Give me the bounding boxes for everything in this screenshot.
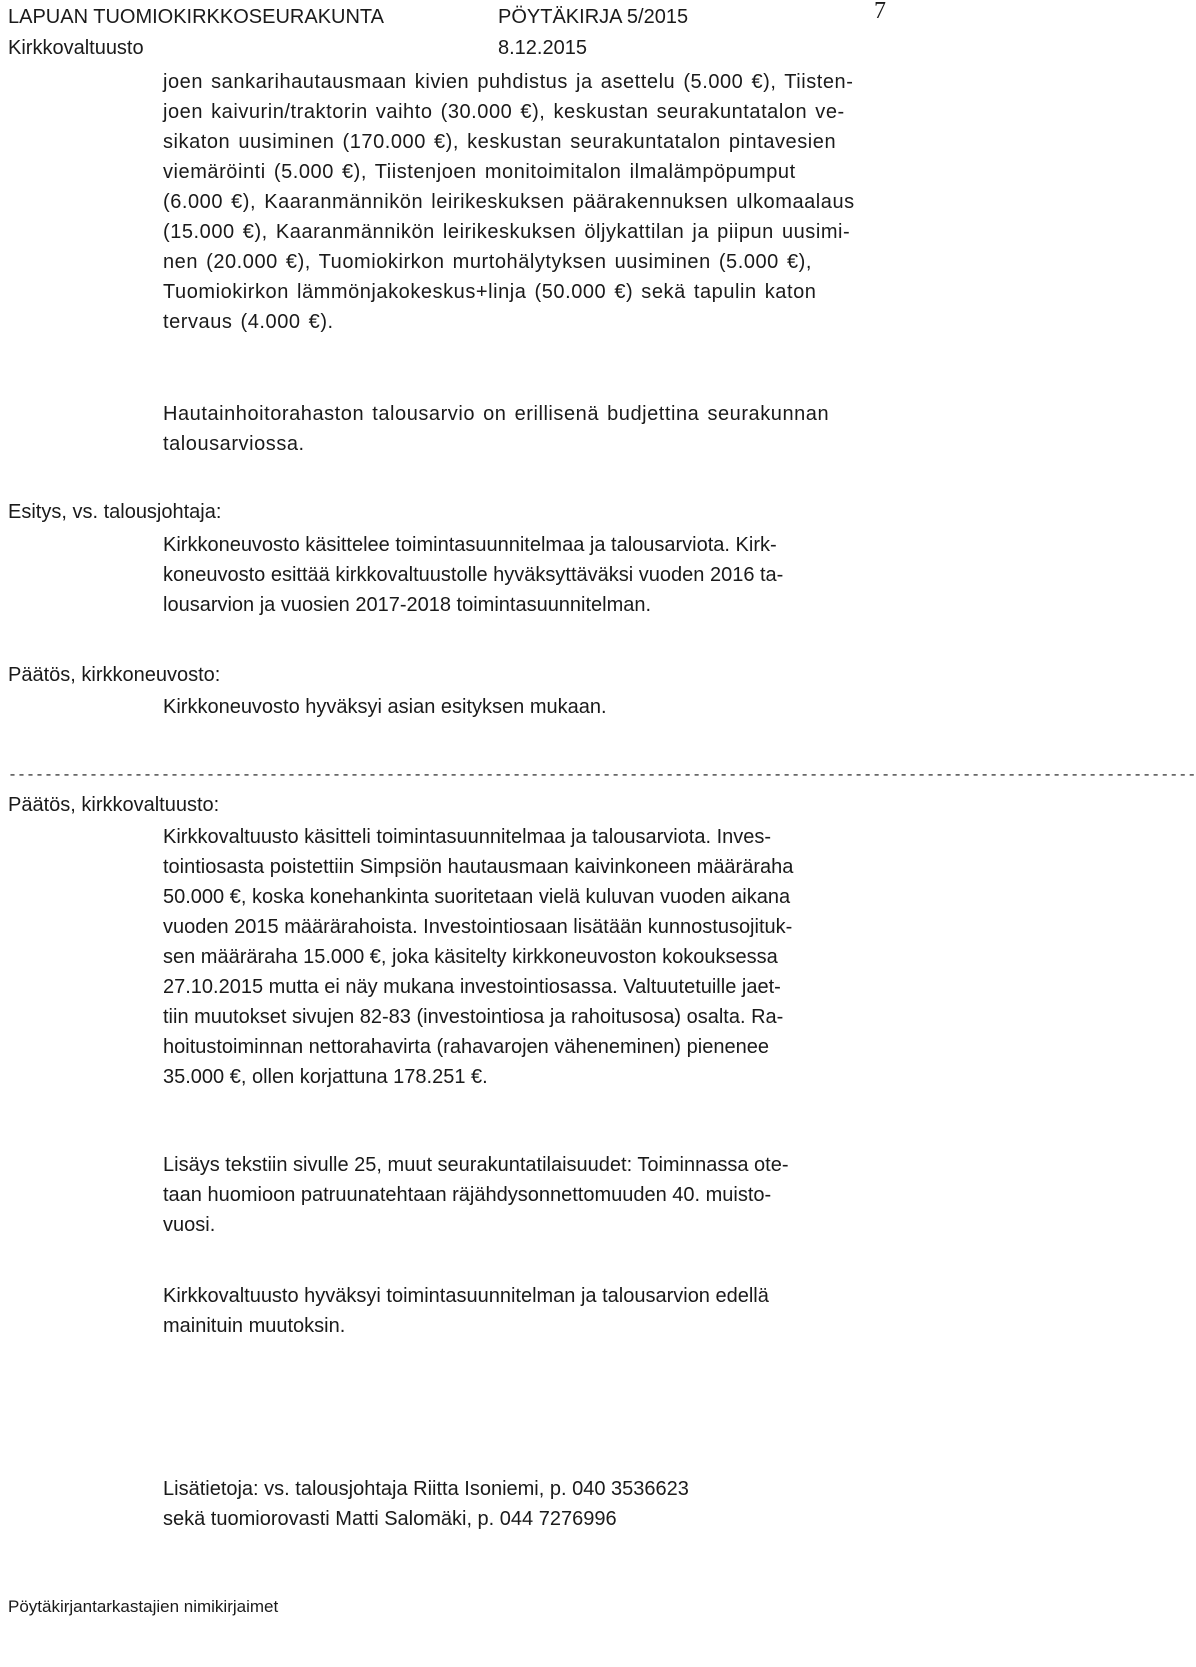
text-line: sekä tuomiorovasti Matti Salomäki, p. 044 7276996: [163, 1508, 617, 1530]
text-line: tiin muutokset sivujen 82-83 (investointiosa ja rahoitusosa) osalta. Ra-: [163, 1006, 784, 1028]
contact-info: [163, 1474, 689, 1534]
text-line: talousarviossa.: [163, 433, 305, 455]
text-line: mainituin muutoksin.: [163, 1315, 346, 1337]
header-body: Kirkkovaltuusto: [8, 37, 144, 59]
page-number: 7: [874, 0, 886, 24]
text-line: sikaton uusiminen (170.000 €), keskustan seurakuntatalon pintavesien: [163, 131, 837, 153]
addition-paragraph: [163, 1150, 789, 1240]
continuation-paragraph: [163, 67, 855, 337]
fund-paragraph: [163, 399, 829, 459]
header-date: 8.12.2015: [498, 37, 587, 59]
text-line: hoitustoiminnan nettorahavirta (rahavarojen väheneminen) pienenee: [163, 1036, 769, 1058]
proposal-label: Esitys, vs. talousjohtaja:: [8, 501, 222, 523]
section-divider: ------------------------------------------------------------------------------------------------------------------------------------: [8, 767, 1196, 784]
approval-paragraph: [163, 1281, 769, 1341]
council-decision-label: Päätös, kirkkoneuvosto:: [8, 664, 221, 686]
text-line: taan huomioon patruunatehtaan räjähdysonnettomuuden 40. muisto-: [163, 1184, 772, 1206]
text-line: 35.000 €, ollen korjattuna 178.251 €.: [163, 1066, 488, 1088]
text-line: viemäröinti (5.000 €), Tiistenjoen monitoimitalon ilmalämpöpumput: [163, 161, 796, 183]
text-line: Hautainhoitorahaston talousarvio on erillisenä budjettina seurakunnan: [163, 403, 830, 425]
text-line: Kirkkoneuvosto käsittelee toimintasuunnitelmaa ja talousarviota. Kirk-: [163, 534, 777, 556]
proposal-paragraph: [163, 530, 783, 620]
text-line: koneuvosto esittää kirkkovaltuustolle hyväksyttäväksi vuoden 2016 ta-: [163, 564, 784, 586]
text-line: joen kaivurin/traktorin vaihto (30.000 €), keskustan seurakuntatalon ve-: [163, 101, 845, 123]
text-line: vuoden 2015 määrärahoista. Investointiosaan lisätään kunnostusojituk-: [163, 916, 793, 938]
text-line: Kirkkoneuvosto hyväksyi asian esityksen mukaan.: [163, 696, 607, 718]
text-line: sen määräraha 15.000 €, joka käsitelty kirkkoneuvoston kokouksessa: [163, 946, 778, 968]
text-line: 50.000 €, koska konehankinta suoritetaan vielä kuluvan vuoden aikana: [163, 886, 791, 908]
header-doc-number: PÖYTÄKIRJA 5/2015: [498, 6, 689, 28]
text-line: 27.10.2015 mutta ei näy mukana investointiosassa. Valtuutetuille jaet-: [163, 976, 781, 998]
text-line: joen sankarihautausmaan kivien puhdistus ja asettelu (5.000 €), Tiisten-: [163, 71, 854, 93]
text-line: Lisäys tekstiin sivulle 25, muut seurakuntatilaisuudet: Toiminnassa ote-: [163, 1154, 789, 1176]
text-line: (15.000 €), Kaaranmännikön leirikeskuksen öljykattilan ja piipun uusimi-: [163, 221, 851, 243]
text-line: Tuomiokirkon lämmönjakokeskus+linja (50.000 €) sekä tapulin katon: [163, 281, 817, 303]
footer-initials-label: Pöytäkirjantarkastajien nimikirjaimet: [8, 1597, 279, 1616]
assembly-decision-paragraph: [163, 822, 793, 1092]
council-decision-text: [163, 692, 607, 722]
text-line: (6.000 €), Kaaranmännikön leirikeskuksen päärakennuksen ulkomaalaus: [163, 191, 855, 213]
text-line: Kirkkovaltuusto hyväksyi toimintasuunnitelman ja talousarvion edellä: [163, 1285, 769, 1307]
text-line: lousarvion ja vuosien 2017-2018 toimintasuunnitelman.: [163, 594, 652, 616]
text-line: tointiosasta poistettiin Simpsiön hautausmaan kaivinkoneen määräraha: [163, 856, 794, 878]
text-line: tervaus (4.000 €).: [163, 311, 334, 333]
text-line: Lisätietoja: vs. talousjohtaja Riitta Isoniemi, p. 040 3536623: [163, 1478, 689, 1500]
assembly-decision-label: Päätös, kirkkovaltuusto:: [8, 794, 220, 816]
header-org: LAPUAN TUOMIOKIRKKOSEURAKUNTA: [8, 6, 384, 28]
text-line: Kirkkovaltuusto käsitteli toimintasuunnitelmaa ja talousarviota. Inves-: [163, 826, 772, 848]
text-line: nen (20.000 €), Tuomiokirkon murtohälytyksen uusiminen (5.000 €),: [163, 251, 812, 273]
text-line: vuosi.: [163, 1214, 216, 1236]
